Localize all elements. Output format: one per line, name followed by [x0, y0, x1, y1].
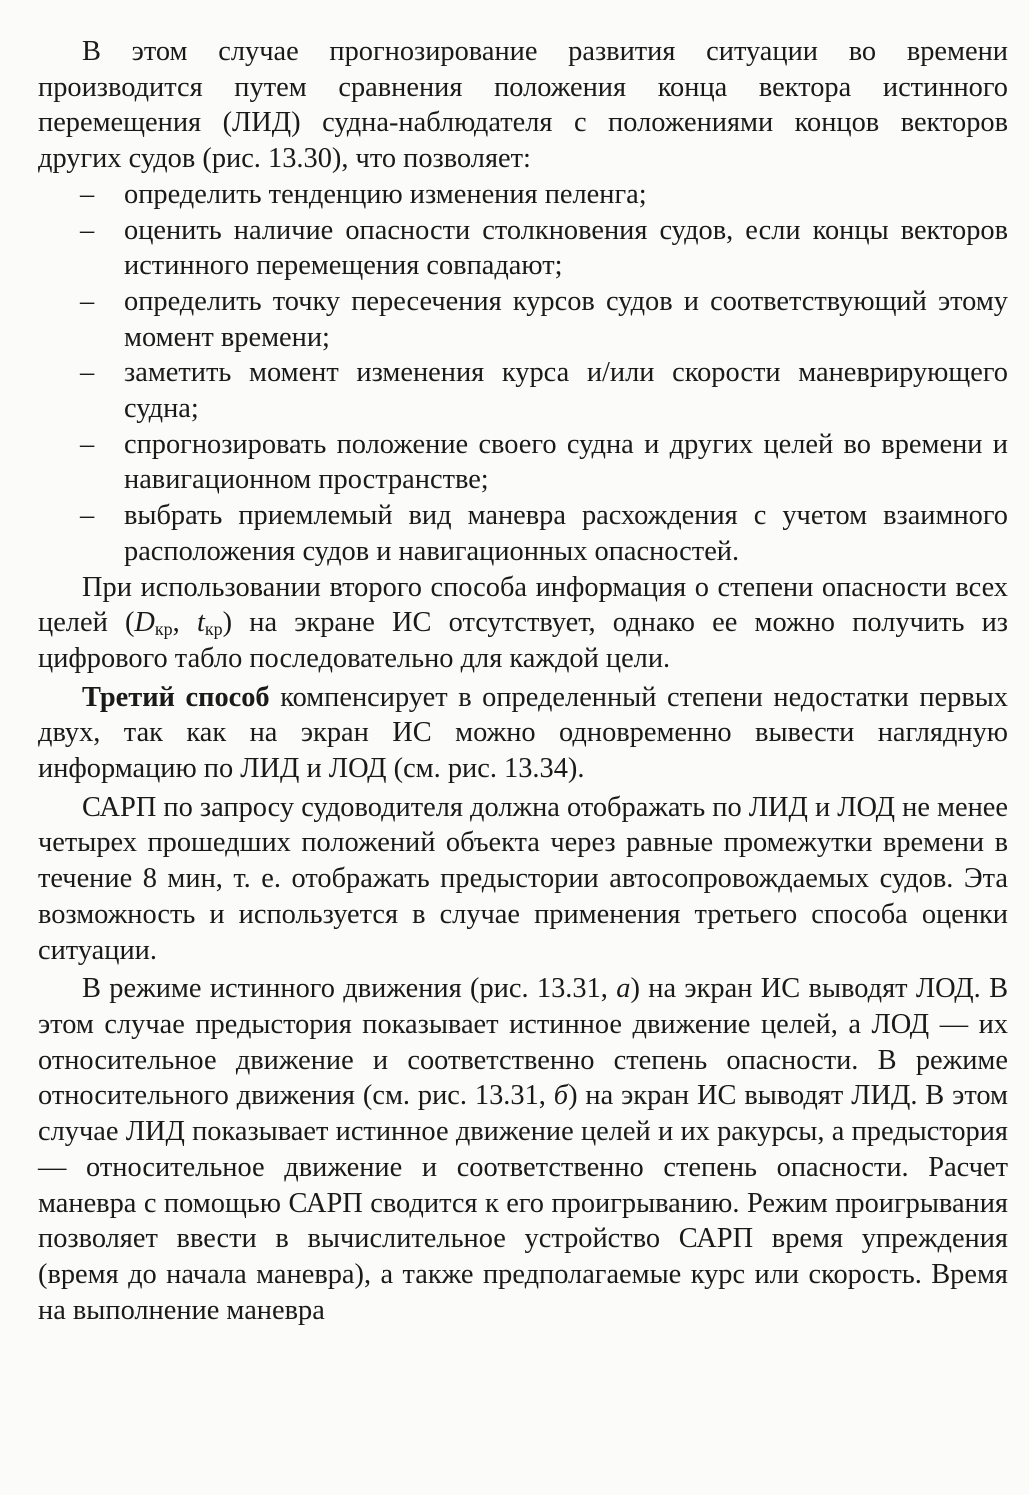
text-run: ) на экран ИС выводят ЛИД. В этом случае ЛИД показывает истинное движение целей и их ракурсы, а предыстория — относительное движение и соответственно степень опасности. Расчет маневра с помощью САРП сводится к его проигрыванию. Режим проигрывания позволяет ввести в вычислительное устройство САРП время упреждения (время до начала маневра), а также предполагаемые курс или скорость. Время на выполнение маневра	[38, 1080, 1008, 1326]
italic-letter: а	[616, 973, 631, 1005]
list-item	[38, 177, 1008, 213]
list-item-text: определить тенденцию изменения пеленга;	[124, 178, 647, 210]
paragraph-intro: В этом случае прогнозирование развития ситуации во времени производится путем сравнения положения конца вектора истинного перемещения (ЛИД) судна-наблюдателя с положениями концов векторов других судов (рис. 13.30), что позволяет:	[38, 36, 1008, 175]
list-dash: –	[80, 285, 95, 317]
symbol-t: t	[196, 607, 205, 639]
paragraph-arpa-history: САРП по запросу судоводителя должна отображать по ЛИД и ЛОД не менее четырех прошедших положений объекта через равные промежутки времени в течение 8 мин, т. е. отображать предыстории автосопровождаемых судов. Эта возможность и используется в случае применения третьего способа оценки ситуации.	[38, 791, 1008, 966]
text-run: ) на экран ИС выводят ЛОД. В этом случае предыстория показывает истинное движение целей, а ЛОД — их относительное движение и соответственно степень опасности. В режиме относительного движения (см. рис. 13.31,	[38, 973, 1009, 1112]
list-dash: –	[80, 428, 95, 460]
list-dash: –	[80, 357, 95, 389]
symbol-d: D	[134, 607, 155, 639]
list-dash: –	[80, 500, 95, 532]
text-run: При использовании второго способа информация о степени опасности всех целей (	[38, 571, 1008, 639]
paragraph-second-method	[38, 570, 1008, 677]
capabilities-list	[38, 177, 1008, 570]
list-item	[38, 213, 1008, 284]
list-item	[38, 284, 1008, 355]
list-item	[38, 427, 1008, 498]
list-dash: –	[80, 178, 95, 210]
text-run: ) на экране ИС отсутствует, однако ее можно получить из цифрового табло последовательно для каждой цели.	[38, 607, 1008, 674]
list-item-text: определить точку пересечения курсов судов и соответствующий этому момент времени;	[124, 285, 1008, 353]
list-item	[38, 498, 1008, 569]
list-item-text: заметить момент изменения курса и/или скорости маневрирующего судна;	[124, 357, 1008, 425]
subscript: кр	[154, 619, 173, 640]
text-run: ,	[172, 607, 197, 639]
list-item	[38, 355, 1008, 426]
paragraph-third-method	[38, 680, 1008, 787]
subscript: кр	[204, 619, 223, 640]
list-item-text: оценить наличие опасности столкновения судов, если концы векторов истинного перемещения совпадают;	[124, 214, 1008, 282]
page-text	[38, 34, 1008, 1328]
text-run: В режиме истинного движения (рис. 13.31,	[82, 973, 617, 1005]
list-item-text: спрогнозировать положение своего судна и других целей во времени и навигационном пространстве;	[124, 428, 1008, 496]
bold-term: Третий способ	[82, 681, 270, 713]
list-dash: –	[80, 214, 95, 246]
list-item-text: выбрать приемлемый вид маневра расхождения с учетом взаимного расположения судов и навигационных опасностей.	[124, 500, 1008, 567]
text-run: компенсирует в определенный степени недостатки первых двух, так как на экран ИС можно одновременно вывести наглядную информацию по ЛИД и ЛОД (см. рис. 13.34).	[38, 681, 1009, 785]
italic-letter: б	[553, 1080, 569, 1112]
paragraph-motion-modes	[38, 971, 1008, 1328]
